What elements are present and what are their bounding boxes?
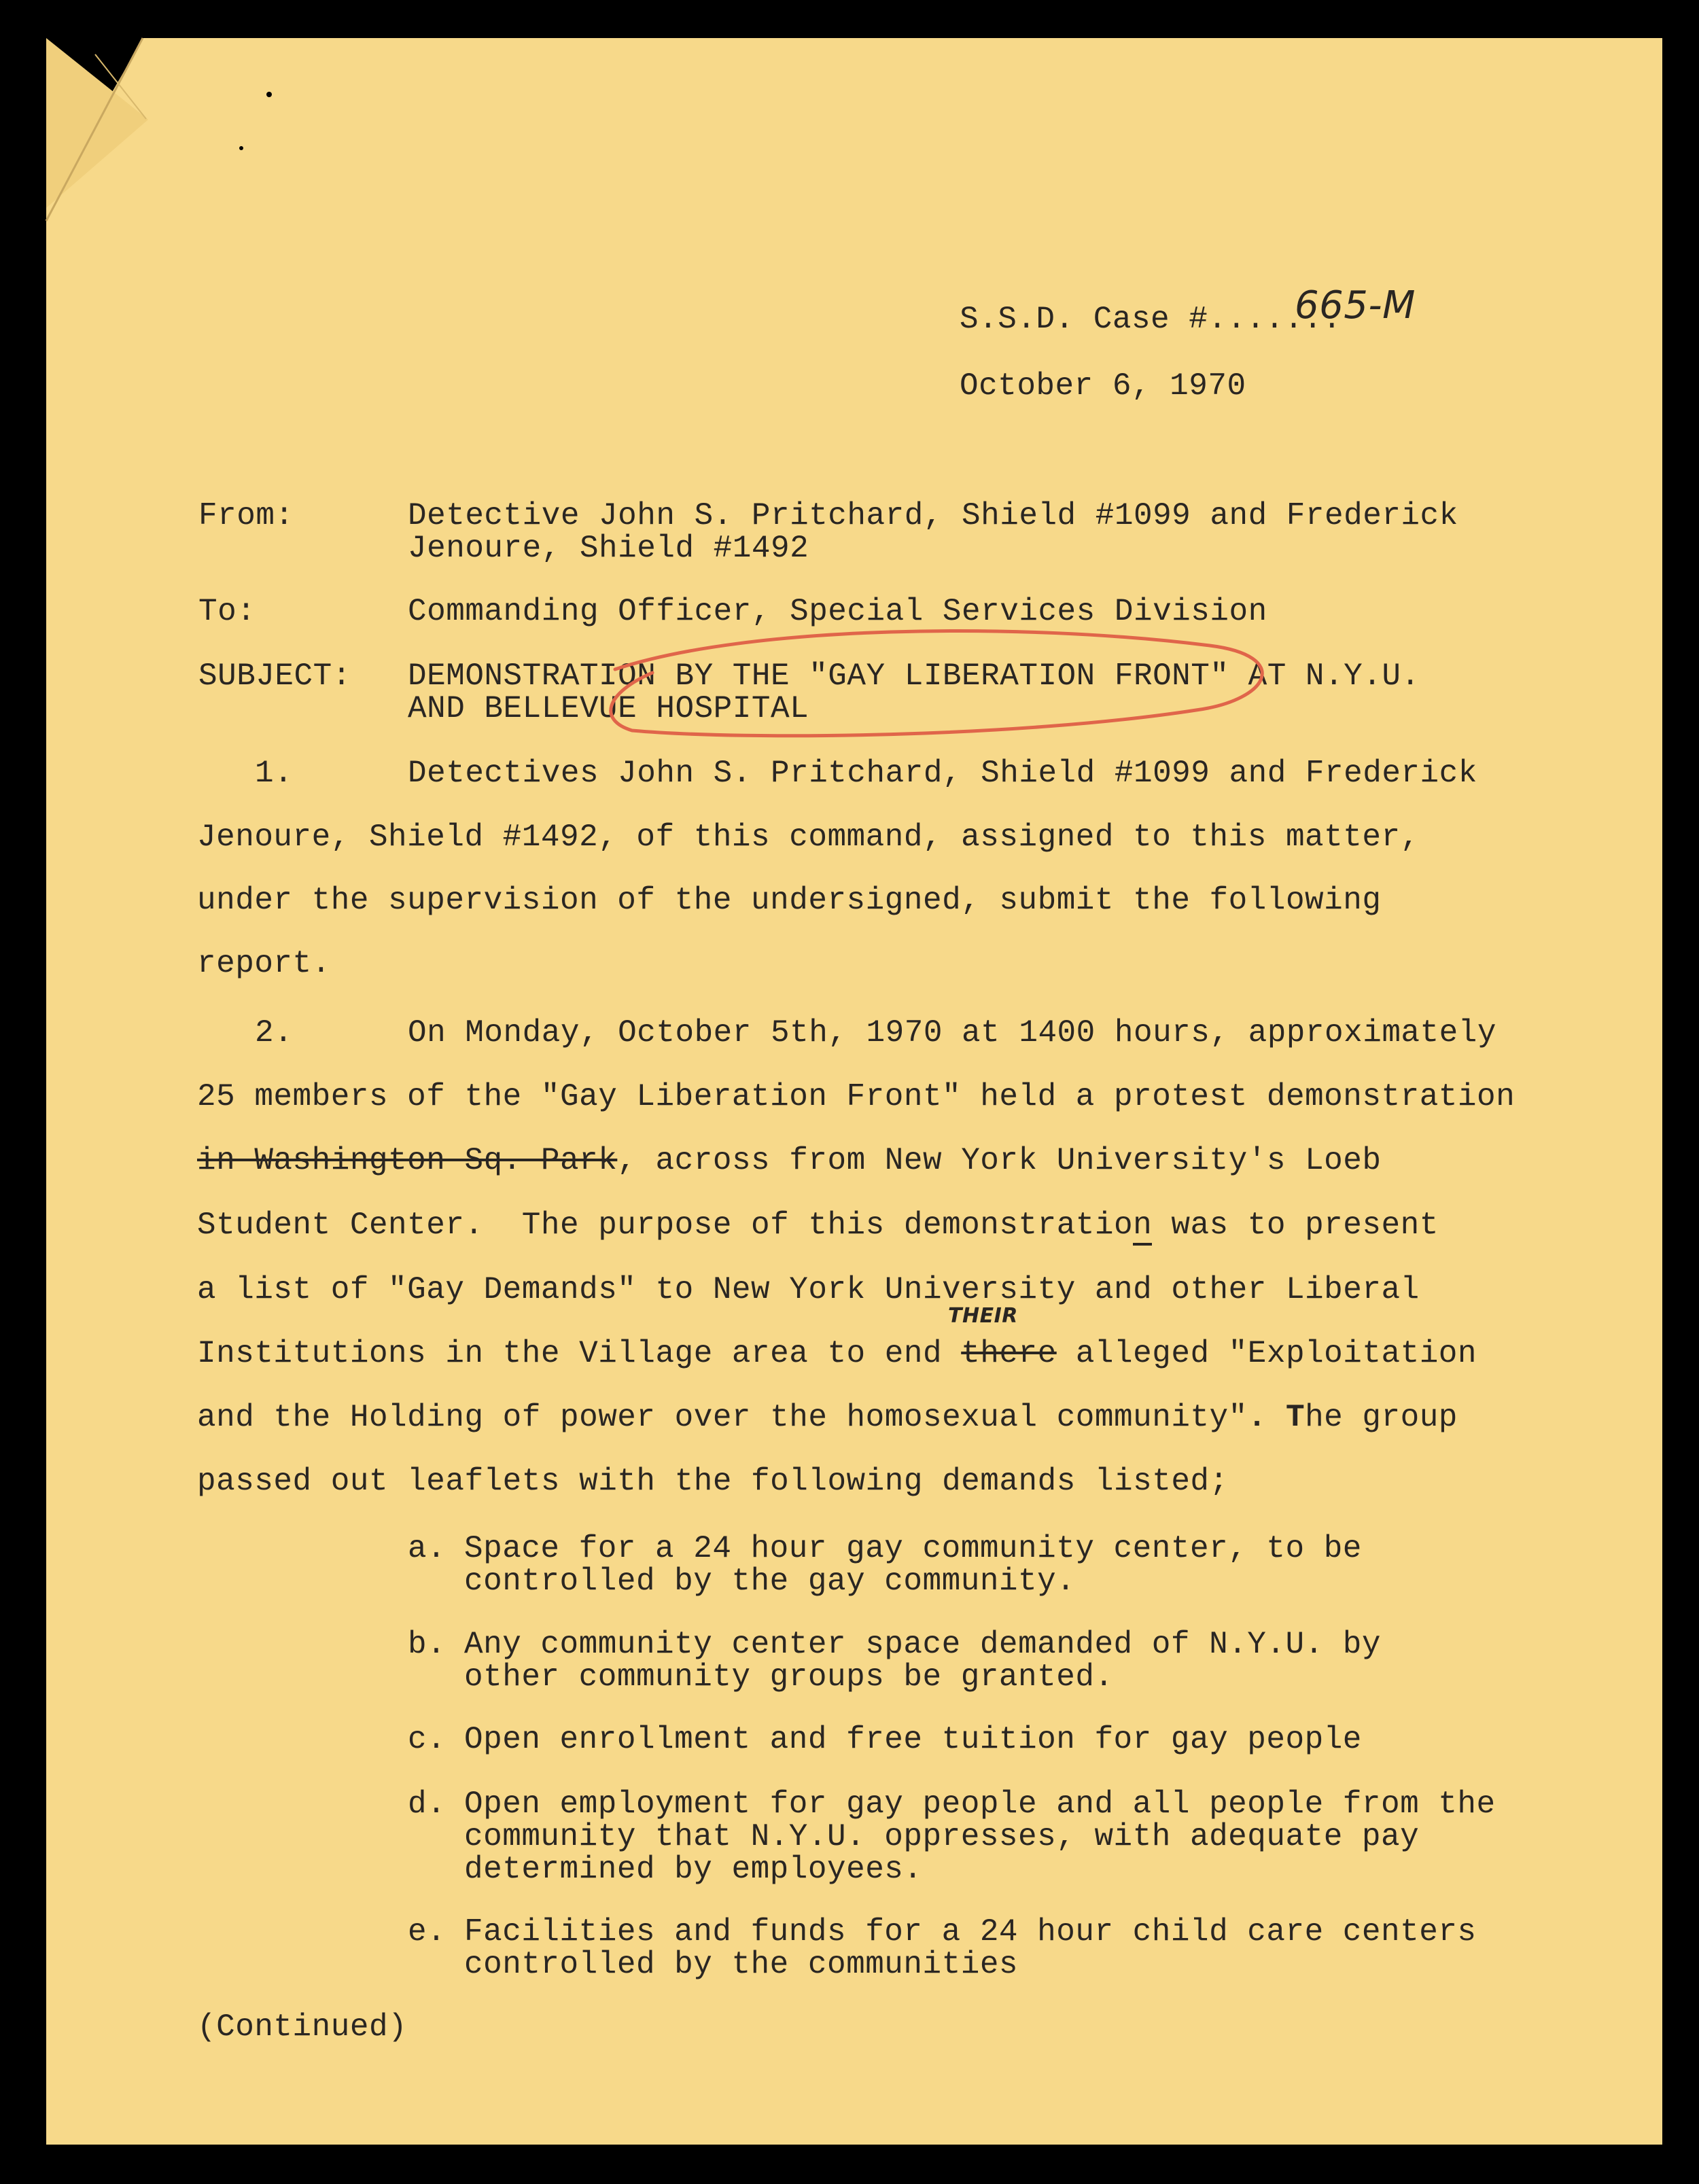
demand-e-letter: e. [408,1914,446,1950]
para-2-line-7-a: and the Holding of power over the homosexual community" [197,1400,1248,1435]
demand-d-line-3: determined by employees. [464,1852,923,1887]
para-2-line-7 [197,1401,1458,1434]
struck-word: there [961,1336,1057,1371]
from-line-2: Jenoure, Shield #1492 [408,531,809,566]
demand-e-line-1: Facilities and funds for a 24 hour child care centers [464,1914,1477,1950]
handwritten-correction: . T [1247,1400,1306,1435]
para-2-line-7-c: he group [1305,1400,1458,1435]
para-2-line-4-a: Student Center. The purpose of this demonstratio [197,1208,1134,1243]
demand-a-line-1: Space for a 24 hour gay community center, to be [464,1531,1362,1566]
para-1-number: 1. [255,756,294,791]
case-number-line [960,302,1342,336]
demand-b-line-1: Any community center space demanded of N.Y.U. by [464,1627,1382,1662]
ink-speck [239,146,243,150]
demand-c-line-1: Open enrollment and free tuition for gay people [464,1722,1362,1757]
para-2-line-2: 25 members of the "Gay Liberation Front" held a protest demonstration [197,1079,1516,1114]
para-2-line-4-c: was to present [1152,1208,1439,1243]
para-1-line-2: Jenoure, Shield #1492, of this command, assigned to this matter, [197,820,1420,855]
para-2-line-8: passed out leaflets with the following demands listed; [197,1464,1229,1499]
from-label: From: [198,498,294,533]
demand-d-line-2: community that N.Y.U. oppresses, with adequate pay [464,1819,1420,1854]
demand-b-letter: b. [408,1627,446,1662]
demand-d-letter: d. [408,1786,446,1822]
para-1-line-4: report. [197,946,331,981]
demand-d-line-1: Open employment for gay people and all people from the [464,1786,1496,1822]
to-label: To: [198,594,256,629]
underlined-letter: n [1133,1208,1152,1246]
case-number-handwritten: 665-M [1295,283,1416,328]
para-2-line-1: On Monday, October 5th, 1970 at 1400 hours, approximately [408,1015,1496,1051]
from-line-1: Detective John S. Pritchard, Shield #1099 and Frederick [408,498,1458,533]
case-dots: ....... [1208,302,1342,337]
para-2-line-5: a list of "Gay Demands" to New York University and other Liberal [197,1272,1420,1307]
to-text: Commanding Officer, Special Services Division [408,594,1267,629]
para-2-number: 2. [255,1015,294,1051]
demand-a-line-2: controlled by the gay community. [464,1564,1076,1599]
struck-location: in Washington Sq. Park [197,1143,618,1178]
demand-a-letter: a. [408,1531,446,1566]
case-label: S.S.D. Case # [960,302,1208,337]
demand-b-line-2: other community groups be granted. [464,1659,1114,1695]
para-2-line-4 [197,1208,1439,1242]
handwritten-insertion: THEIR [948,1304,1018,1328]
subject-label: SUBJECT: [198,658,351,694]
memo-date: October 6, 1970 [960,368,1246,404]
continued-note: (Continued) [197,2009,408,2045]
para-2-line-6-c: alleged "Exploitation [1056,1336,1477,1371]
para-2-line-6 [197,1337,1477,1371]
para-2-line-6-a: Institutions in the Village area to end [197,1336,962,1371]
para-2-line-3 [197,1144,1382,1178]
demand-c-letter: c. [408,1722,446,1757]
para-1-line-3: under the supervision of the undersigned, submit the following [197,883,1382,918]
para-2-line-3-rest: , across from New York University's Loeb [617,1143,1382,1178]
subject-line-1: DEMONSTRATION BY THE "GAY LIBERATION FRONT" AT N.Y.U. [408,658,1420,694]
para-1-line-1: Detectives John S. Pritchard, Shield #1099 and Frederick [408,756,1477,791]
subject-line-2: AND BELLEVUE HOSPITAL [408,691,809,726]
demand-e-line-2: controlled by the communities [464,1947,1019,1982]
ink-speck [266,92,272,97]
